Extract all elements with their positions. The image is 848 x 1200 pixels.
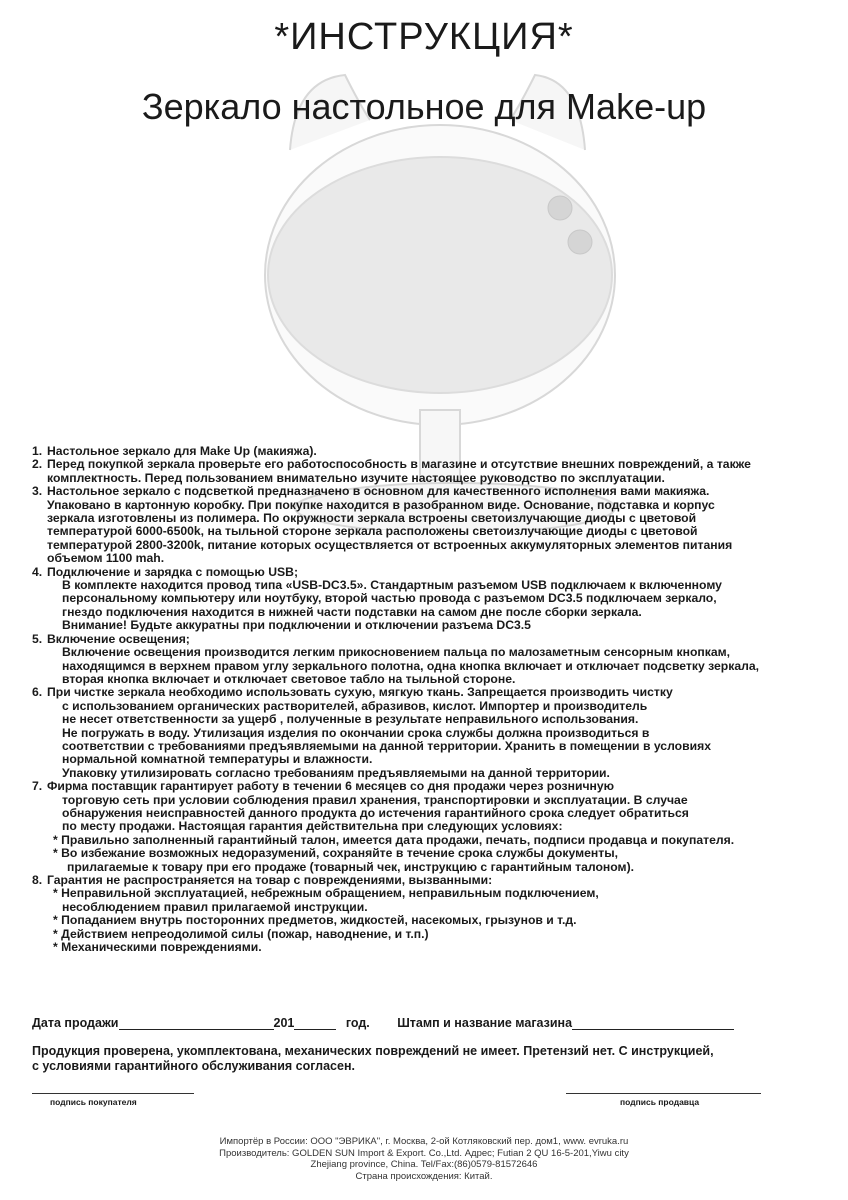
instruction-number: 1. <box>32 444 43 458</box>
instruction-line: Упаковано в картонную коробку. При покупке находится в разобранном виде. Основание, подставка и корпус <box>47 497 715 512</box>
page-title: *ИНСТРУКЦИЯ* <box>274 16 574 58</box>
instruction-line: Настольное зеркало для Make Up (макияжа). <box>47 444 317 458</box>
instruction-line: Включение освещения; <box>47 631 190 646</box>
instruction-line: Внимание! Будьте аккуратны при подключении и отключении разъема DC3.5 <box>62 618 531 633</box>
instruction-number: 4. <box>32 564 43 579</box>
acceptance-statement <box>32 1044 812 1074</box>
acceptance-line-2: с условиями гарантийного обслуживания согласен. <box>32 1059 355 1073</box>
instruction-line: * Механическими повреждениями. <box>53 940 262 955</box>
year-blank[interactable] <box>294 1017 336 1030</box>
instruction-line: * Попаданием внутрь посторонних предметов, жидкостей, насекомых, грызунов и т.д. <box>53 913 577 928</box>
sale-date-blank[interactable] <box>119 1017 274 1030</box>
page-subtitle: Зеркало настольное для Make-up <box>141 86 707 127</box>
instruction-number: 3. <box>32 484 43 499</box>
instruction-line: Настольное зеркало с подсветкой предназначено в основном для качественного исполнения вами макияжа. <box>47 484 710 499</box>
instructions-list <box>32 445 822 954</box>
instruction-line: по месту продажи. Настоящая гарантия действительна при следующих условиях: <box>62 819 563 834</box>
sale-date-label: Дата продажи <box>32 1016 119 1030</box>
seller-signature-label: подпись продавца <box>620 1097 700 1107</box>
stamp-blank[interactable] <box>572 1017 734 1030</box>
instruction-number: 2. <box>32 457 43 472</box>
instruction-line: температурой 6000-6500k, на тыльной стороне зеркала расположены светоизлучающие диоды с цветовой <box>47 524 698 539</box>
instruction-line: объемом 1100 mah. <box>47 551 165 566</box>
instruction-line: вторая кнопка включает и отключает световое табло на тыльной стороне. <box>62 671 516 686</box>
instruction-item <box>32 874 822 954</box>
instruction-line: Не погружать в воду. Утилизация изделия по окончании срока службы должна производиться в <box>62 725 650 740</box>
year-prefix: 201 <box>273 1016 295 1030</box>
instruction-item <box>32 780 822 874</box>
instruction-number: 6. <box>32 685 43 700</box>
instruction-line: Перед покупкой зеркала проверьте его работоспособность в магазине и отсутствие внешних повреждений, а также <box>47 457 751 472</box>
instruction-line: температурой 2800-3200k, питание которых осуществляется от встроенных аккумуляторных элементов питания <box>47 537 733 552</box>
seller-signature-line[interactable] <box>566 1093 761 1094</box>
buyer-signature-line[interactable] <box>32 1093 194 1094</box>
instruction-line: несоблюдением правил прилагаемой инструкции. <box>62 899 368 914</box>
instruction-line: * Во избежание возможных недоразумений, сохраняйте в течение срока службы документы, <box>53 846 619 861</box>
sale-date-row <box>32 1016 734 1030</box>
instruction-line: не несет ответственности за ущерб , полученные в результате неправильного использования. <box>62 712 639 727</box>
stamp-label: Штамп и название магазина <box>397 1016 573 1030</box>
instruction-line: гнездо подключения находится в нижней части подставки на самом дне после сборки зеркала. <box>62 604 642 619</box>
year-suffix: год. <box>345 1016 370 1030</box>
footer-info <box>0 1136 848 1182</box>
manufacturer-line: Производитель: GOLDEN SUN Import & Export. Co.,Ltd. Адрес; Futian 2 QU 16-5-201,Yiwu city <box>219 1147 629 1159</box>
instruction-line: торговую сеть при условии соблюдения правил хранения, транспортировки и эксплуатации. В случае <box>62 792 688 807</box>
instruction-number: 7. <box>32 779 43 794</box>
instruction-number: 5. <box>32 631 43 646</box>
instruction-line: нормальной комнатной температуры и влажности. <box>62 752 373 767</box>
instruction-item <box>32 458 822 485</box>
instruction-line: Гарантия не распространяется на товар с повреждениями, вызванными: <box>47 873 493 887</box>
instruction-line: * Действием непреодолимой силы (пожар, наводнение, и т.п.) <box>53 926 429 941</box>
instruction-line: * Правильно заполненный гарантийный талон, имеется дата продажи, печать, подписи продавца и покупателя. <box>53 832 735 847</box>
instruction-line: прилагаемые к товару при его продаже (товарный чек, инструкцию с гарантийным талоном). <box>67 859 635 874</box>
instruction-item <box>32 633 822 687</box>
instruction-line: При чистке зеркала необходимо использовать сухую, мягкую ткань. Запрещается производить чистку <box>47 685 673 700</box>
instruction-number: 8. <box>32 873 43 887</box>
instruction-line: Упаковку утилизировать согласно требованиям предъявляемыми на данной территории. <box>62 765 610 780</box>
origin-line: Страна происхождения: Китай. <box>355 1170 493 1182</box>
instruction-line: В комплекте находится провод типа «USB-DC3.5». Стандартным разъемом USB подключаем к включенному <box>62 578 722 593</box>
instruction-line: обнаружения неисправностей данного продукта до истечения гарантийного срока следует обратиться <box>62 805 689 820</box>
instruction-line: комплектность. Перед пользованием внимательно изучите настоящее руководство по эксплуатации. <box>47 470 665 485</box>
instruction-item <box>32 445 822 458</box>
instruction-line: Включение освещения производится легким прикосновением пальца по малозаметным сенсорным кнопкам, <box>62 645 731 660</box>
instruction-line: находящимся в верхнем правом углу зеркального полотна, одна кнопка включает и отключает подсветку зеркала, <box>62 658 760 673</box>
instruction-line: с использованием органических растворителей, абразивов, кислот. Импортер и производитель <box>62 698 648 713</box>
instruction-item <box>32 686 822 780</box>
buyer-signature-label: подпись покупателя <box>50 1097 137 1107</box>
instruction-line: Фирма поставщик гарантирует работу в течении 6 месяцев со дня продажи через розничную <box>47 779 615 794</box>
instruction-item <box>32 485 822 565</box>
instruction-line: соответствии с требованиями предъявляемыми на данной территории. Хранить в помещении в условиях <box>62 738 711 753</box>
instruction-line: зеркала изготовлены из полимера. По окружности зеркала встроены светоизлучающие диоды с цветовой <box>47 511 697 526</box>
instruction-line: Подключение и зарядка с помощью USB; <box>47 564 299 579</box>
acceptance-line-1: Продукция проверена, укомплектована, механических повреждений не имеет. Претензий нет. С инструкцией, <box>32 1044 714 1058</box>
importer-line: Импортёр в России: ООО "ЭВРИКА", г. Москва, 2-ой Котляковский пер. дом1, www. evruka.ru <box>219 1136 629 1147</box>
instruction-item <box>32 566 822 633</box>
instruction-line: персональному компьютеру или ноутбуку, второй частью провода с разъемом DC3.5 подключаем зеркало, <box>62 591 717 606</box>
instruction-line: * Неправильной эксплуатацией, небрежным обращением, неправильным подключением, <box>53 886 599 901</box>
manufacturer-address-line: Zhejiang province, China. Tel/Fax:(86)0579-81572646 <box>310 1159 538 1170</box>
